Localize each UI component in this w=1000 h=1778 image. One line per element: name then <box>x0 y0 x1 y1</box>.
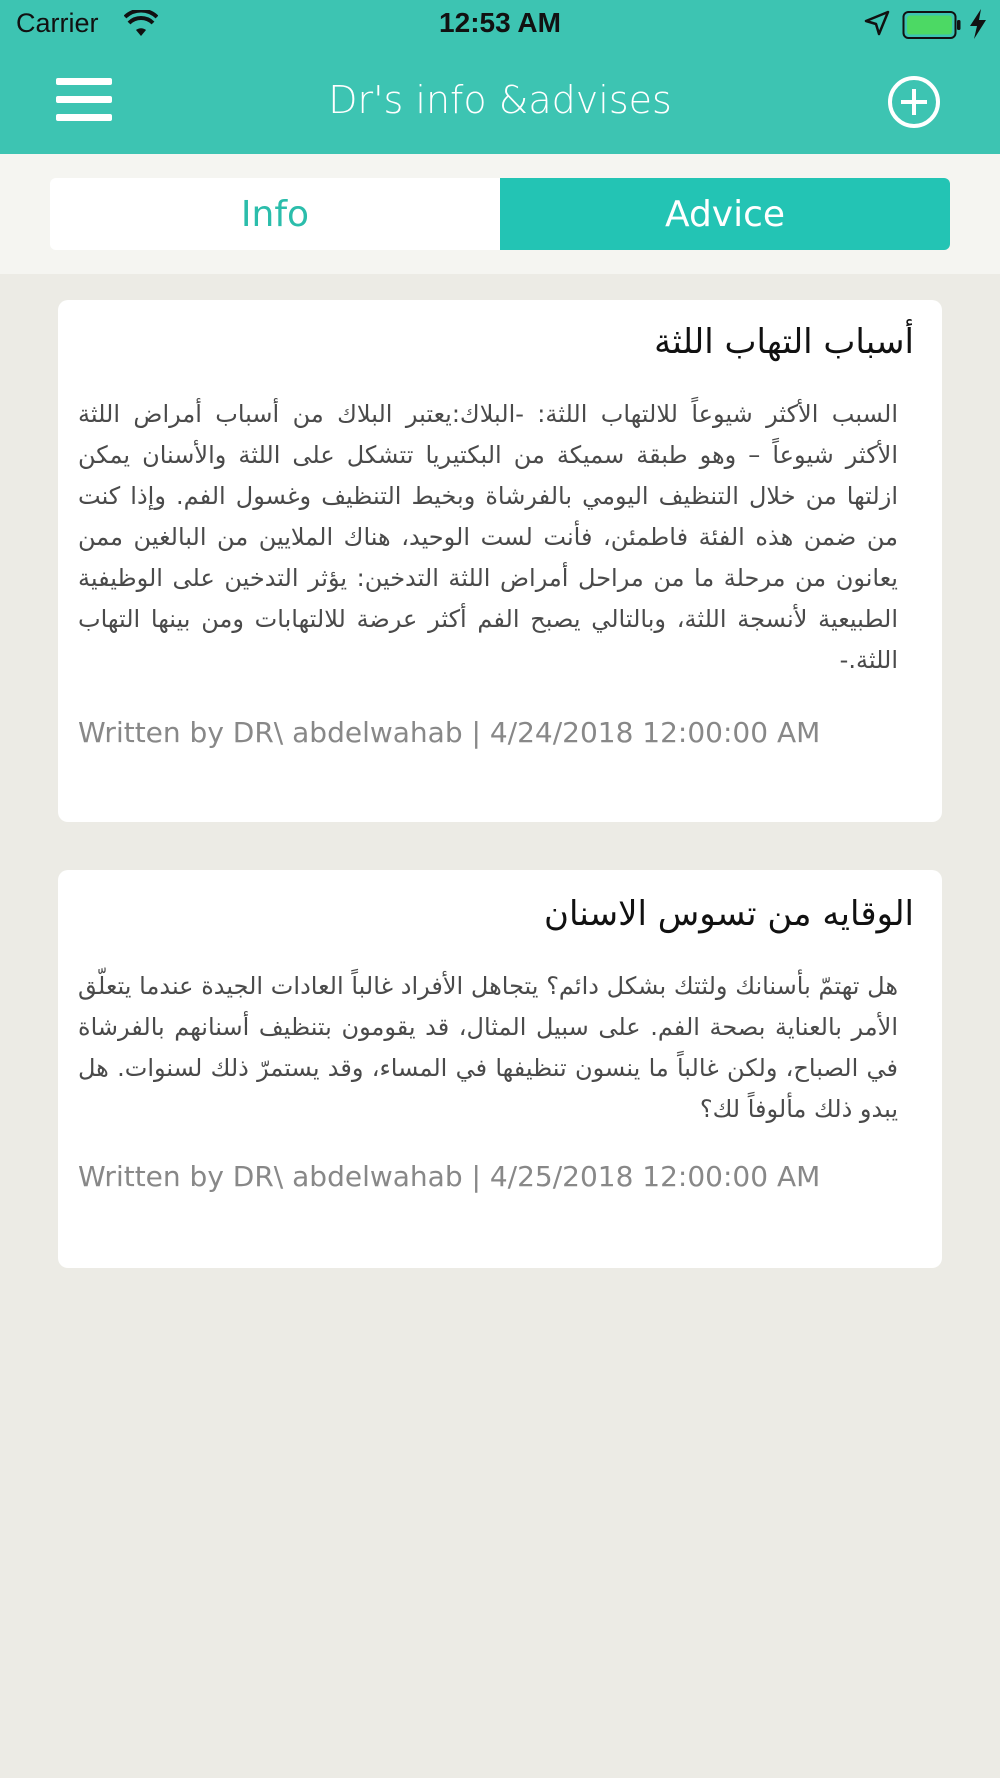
tab-info[interactable]: Info <box>50 178 500 250</box>
battery-icon <box>902 10 962 40</box>
charging-bolt-icon <box>968 8 988 40</box>
article-meta: Written by DR\ abdelwahab | 4/25/2018 12:00:00 AM <box>78 1160 821 1193</box>
article-title: الوقايه من تسوس الاسنان <box>544 894 914 934</box>
carrier-label: Carrier <box>16 8 99 38</box>
tab-advice[interactable]: Advice <box>500 178 950 250</box>
nav-bar <box>0 50 1000 154</box>
segment-control-area <box>0 154 1000 274</box>
article-body: هل تهتمّ بأسنانك ولثتك بشكل دائم؟ يتجاهل الأفراد غالباً العادات الجيدة عندما يتعلّق الأمر بالعناية بصحة الفم. على سبيل المثال، قد يقومون بتنظيف أسنانهم بالفرشاة في الصباح، ولكن غالباً ما ينسون تنظيفها في المساء، وقد يستمرّ ذلك لسنوات. هل يبدو ذلك مألوفاً لك؟ <box>78 972 898 1123</box>
page-title: Dr's info &advises <box>328 78 672 122</box>
article-meta: Written by DR\ abdelwahab | 4/24/2018 12:00:00 AM <box>78 716 821 749</box>
article-card[interactable] <box>58 300 942 822</box>
clock: 12:53 AM <box>439 7 561 38</box>
article-body: السبب الأكثر شيوعاً للالتهاب اللثة: -البلاك:يعتبر البلاك من أسباب أمراض اللثة الأكثر شيوعاً – وهو طبقة سميكة من البكتيريا تتشكل على اللثة والأسنان يمكن ازلتها من خلال التنظيف اليومي بالفرشاة وبخيط التنظيف وغسول الفم. وإذا كنت من ضمن هذه الفئة فاطمئن، فأنت لست الوحيد، هناك الملايين من البالغين ممن يعانون من مرحلة ما من مراحل أمراض اللثة التدخين: يؤثر التدخين على الوظيفية الطبيعية لأنسجة اللثة، وبالتالي يصبح الفم أكثر عرضة للالتهابات ومن بينها التهاب اللثة.- <box>78 400 898 674</box>
location-arrow-icon <box>864 10 890 36</box>
article-title: أسباب التهاب اللثة <box>654 322 914 362</box>
status-bar <box>0 0 1000 50</box>
article-card[interactable] <box>58 870 942 1268</box>
add-button[interactable] <box>886 74 942 130</box>
